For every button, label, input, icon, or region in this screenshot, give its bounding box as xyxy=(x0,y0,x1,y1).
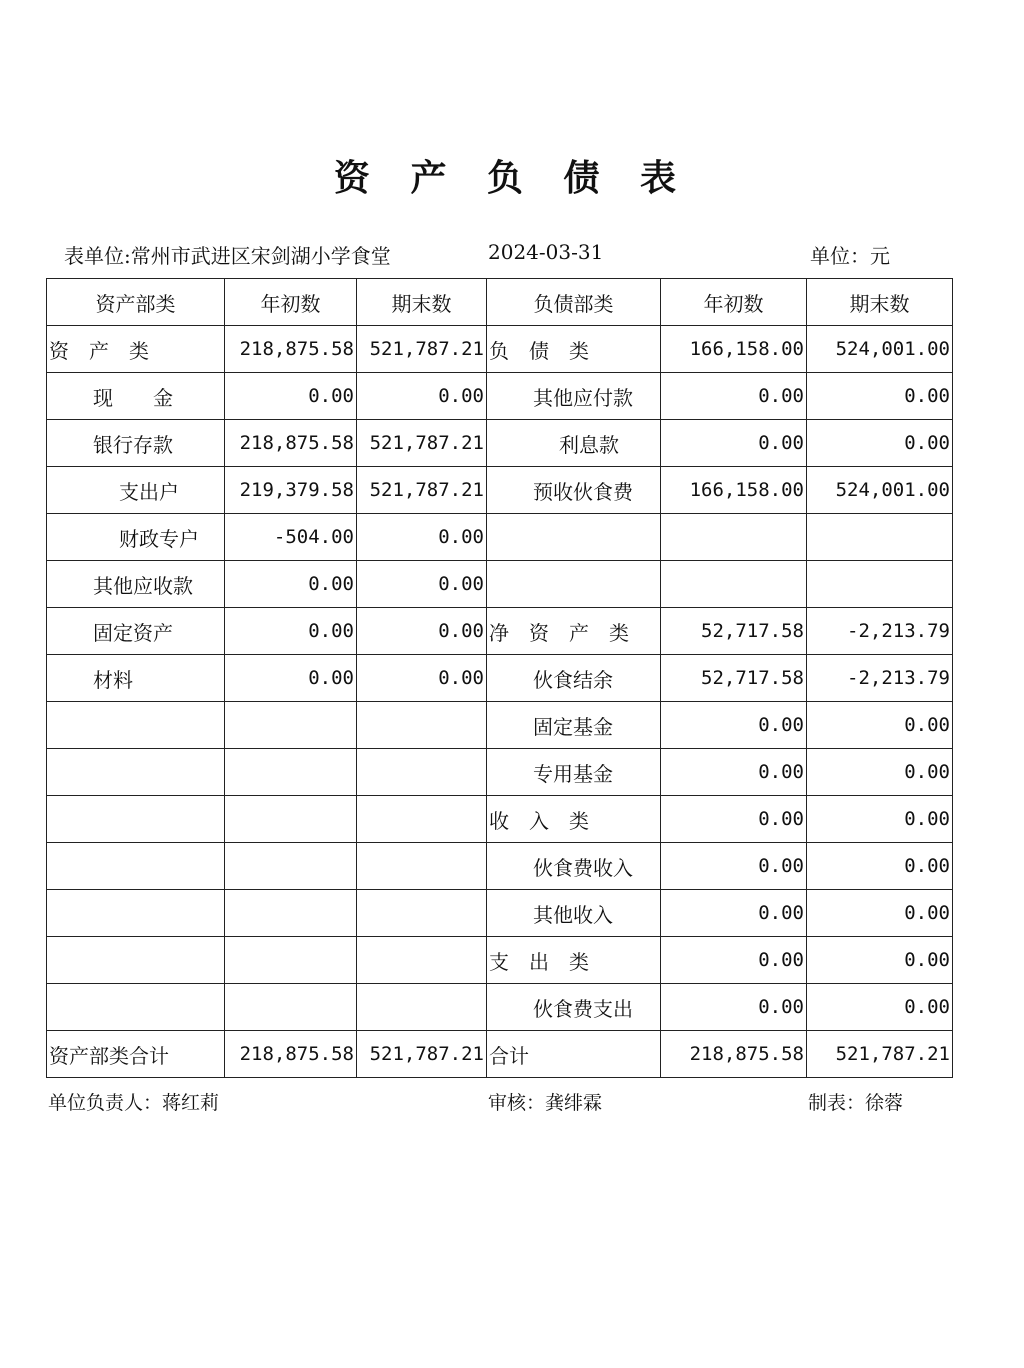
asset-label-cell xyxy=(47,890,225,937)
responsible-person: 单位负责人：蒋红莉 xyxy=(48,1092,220,1114)
asset-end-cell: 0.00 xyxy=(357,373,487,420)
header-liability-begin: 年初数 xyxy=(661,279,807,326)
asset-label-cell: 银行存款 xyxy=(47,420,225,467)
liability-begin-cell xyxy=(661,561,807,608)
asset-label-cell: 其他应收款 xyxy=(47,561,225,608)
asset-end-cell xyxy=(357,749,487,796)
asset-begin-cell xyxy=(225,702,357,749)
asset-end-cell xyxy=(357,702,487,749)
liability-label-cell: 专用基金 xyxy=(487,749,661,796)
liability-end-cell: -2,213.79 xyxy=(807,608,953,655)
asset-label-cell: 固定资产 xyxy=(47,608,225,655)
asset-begin-cell: 219,379.58 xyxy=(225,467,357,514)
liability-end-cell: 0.00 xyxy=(807,373,953,420)
liability-end-cell: 524,001.00 xyxy=(807,326,953,373)
reporting-unit: 表单位:常州市武进区宋剑湖小学食堂 xyxy=(64,244,391,268)
liability-label-cell: 其他应付款 xyxy=(487,373,661,420)
liability-begin-cell: 52,717.58 xyxy=(661,608,807,655)
liability-end-cell: 0.00 xyxy=(807,984,953,1031)
currency-unit: 单位：元 xyxy=(810,244,890,268)
table-row xyxy=(47,984,953,1031)
asset-label-cell xyxy=(47,749,225,796)
asset-begin-cell: 218,875.58 xyxy=(225,1031,357,1078)
page-title: 资 产 负 债 表 xyxy=(333,157,691,199)
liability-begin-cell: 218,875.58 xyxy=(661,1031,807,1078)
liability-label-cell: 伙食费支出 xyxy=(487,984,661,1031)
asset-end-cell xyxy=(357,796,487,843)
asset-label-cell xyxy=(47,796,225,843)
table-row xyxy=(47,655,953,702)
asset-begin-cell xyxy=(225,843,357,890)
header-liability-end: 期末数 xyxy=(807,279,953,326)
asset-label-cell: 现 金 xyxy=(47,373,225,420)
liability-begin-cell: 0.00 xyxy=(661,749,807,796)
table-row xyxy=(47,937,953,984)
asset-begin-cell xyxy=(225,937,357,984)
asset-begin-cell xyxy=(225,749,357,796)
asset-end-cell: 0.00 xyxy=(357,655,487,702)
asset-begin-cell: 0.00 xyxy=(225,373,357,420)
reviewer: 审核：龚绯霖 xyxy=(488,1092,603,1114)
liability-label-cell: 利息款 xyxy=(487,420,661,467)
asset-end-cell xyxy=(357,984,487,1031)
asset-begin-cell: 0.00 xyxy=(225,608,357,655)
table-row xyxy=(47,749,953,796)
report-date: 2024-03-31 xyxy=(488,240,604,264)
liability-label-cell: 其他收入 xyxy=(487,890,661,937)
table-row xyxy=(47,608,953,655)
asset-begin-cell: 218,875.58 xyxy=(225,420,357,467)
asset-label-cell: 资 产 类 xyxy=(47,326,225,373)
asset-label-cell xyxy=(47,984,225,1031)
table-row xyxy=(47,326,953,373)
asset-end-cell: 0.00 xyxy=(357,561,487,608)
liability-begin-cell: 0.00 xyxy=(661,843,807,890)
liability-end-cell: 524,001.00 xyxy=(807,467,953,514)
asset-label-cell: 资产部类合计 xyxy=(47,1031,225,1078)
table-row xyxy=(47,420,953,467)
liability-label-cell: 净 资 产 类 xyxy=(487,608,661,655)
liability-begin-cell: 166,158.00 xyxy=(661,326,807,373)
liability-label-cell xyxy=(487,561,661,608)
liability-end-cell xyxy=(807,514,953,561)
table-row xyxy=(47,373,953,420)
asset-begin-cell: 218,875.58 xyxy=(225,326,357,373)
table-row xyxy=(47,514,953,561)
liability-end-cell: 0.00 xyxy=(807,796,953,843)
table-row xyxy=(47,890,953,937)
liability-begin-cell: 0.00 xyxy=(661,890,807,937)
liability-end-cell: -2,213.79 xyxy=(807,655,953,702)
header-asset-begin: 年初数 xyxy=(225,279,357,326)
table-row xyxy=(47,561,953,608)
liability-label-cell: 固定基金 xyxy=(487,702,661,749)
liability-label-cell xyxy=(487,514,661,561)
liability-begin-cell xyxy=(661,514,807,561)
liability-end-cell: 0.00 xyxy=(807,890,953,937)
liability-begin-cell: 0.00 xyxy=(661,937,807,984)
liability-label-cell: 负 债 类 xyxy=(487,326,661,373)
liability-label-cell: 收 入 类 xyxy=(487,796,661,843)
table-row xyxy=(47,1031,953,1078)
asset-end-cell xyxy=(357,843,487,890)
asset-label-cell xyxy=(47,937,225,984)
liability-end-cell: 0.00 xyxy=(807,749,953,796)
table-row xyxy=(47,796,953,843)
liability-label-cell: 预收伙食费 xyxy=(487,467,661,514)
asset-end-cell: 0.00 xyxy=(357,514,487,561)
asset-label-cell: 材料 xyxy=(47,655,225,702)
liability-end-cell: 521,787.21 xyxy=(807,1031,953,1078)
asset-end-cell: 521,787.21 xyxy=(357,467,487,514)
liability-label-cell: 合计 xyxy=(487,1031,661,1078)
preparer: 制表：徐蓉 xyxy=(808,1092,904,1114)
asset-end-cell: 521,787.21 xyxy=(357,1031,487,1078)
table-row xyxy=(47,467,953,514)
liability-end-cell: 0.00 xyxy=(807,702,953,749)
asset-begin-cell xyxy=(225,984,357,1031)
liability-begin-cell: 0.00 xyxy=(661,796,807,843)
asset-begin-cell xyxy=(225,796,357,843)
header-asset-end: 期末数 xyxy=(357,279,487,326)
table-row xyxy=(47,702,953,749)
asset-begin-cell xyxy=(225,890,357,937)
table-row xyxy=(47,843,953,890)
liability-label-cell: 伙食结余 xyxy=(487,655,661,702)
liability-begin-cell: 0.00 xyxy=(661,984,807,1031)
liability-begin-cell: 52,717.58 xyxy=(661,655,807,702)
table-body xyxy=(47,326,953,1078)
liability-end-cell: 0.00 xyxy=(807,937,953,984)
asset-end-cell xyxy=(357,890,487,937)
liability-end-cell: 0.00 xyxy=(807,420,953,467)
asset-end-cell xyxy=(357,937,487,984)
asset-end-cell: 0.00 xyxy=(357,608,487,655)
asset-begin-cell: 0.00 xyxy=(225,655,357,702)
asset-label-cell xyxy=(47,843,225,890)
header-liability-category: 负债部类 xyxy=(487,279,661,326)
liability-label-cell: 支 出 类 xyxy=(487,937,661,984)
liability-begin-cell: 0.00 xyxy=(661,420,807,467)
asset-label-cell: 财政专户 xyxy=(47,514,225,561)
liability-begin-cell: 0.00 xyxy=(661,702,807,749)
asset-label-cell xyxy=(47,702,225,749)
asset-end-cell: 521,787.21 xyxy=(357,326,487,373)
header-asset-category: 资产部类 xyxy=(47,279,225,326)
balance-sheet-table xyxy=(46,278,953,1078)
liability-label-cell: 伙食费收入 xyxy=(487,843,661,890)
liability-begin-cell: 166,158.00 xyxy=(661,467,807,514)
liability-end-cell: 0.00 xyxy=(807,843,953,890)
asset-begin-cell: 0.00 xyxy=(225,561,357,608)
liability-begin-cell: 0.00 xyxy=(661,373,807,420)
liability-end-cell xyxy=(807,561,953,608)
asset-label-cell: 支出户 xyxy=(47,467,225,514)
asset-end-cell: 521,787.21 xyxy=(357,420,487,467)
asset-begin-cell: -504.00 xyxy=(225,514,357,561)
table-header-row xyxy=(47,279,953,326)
